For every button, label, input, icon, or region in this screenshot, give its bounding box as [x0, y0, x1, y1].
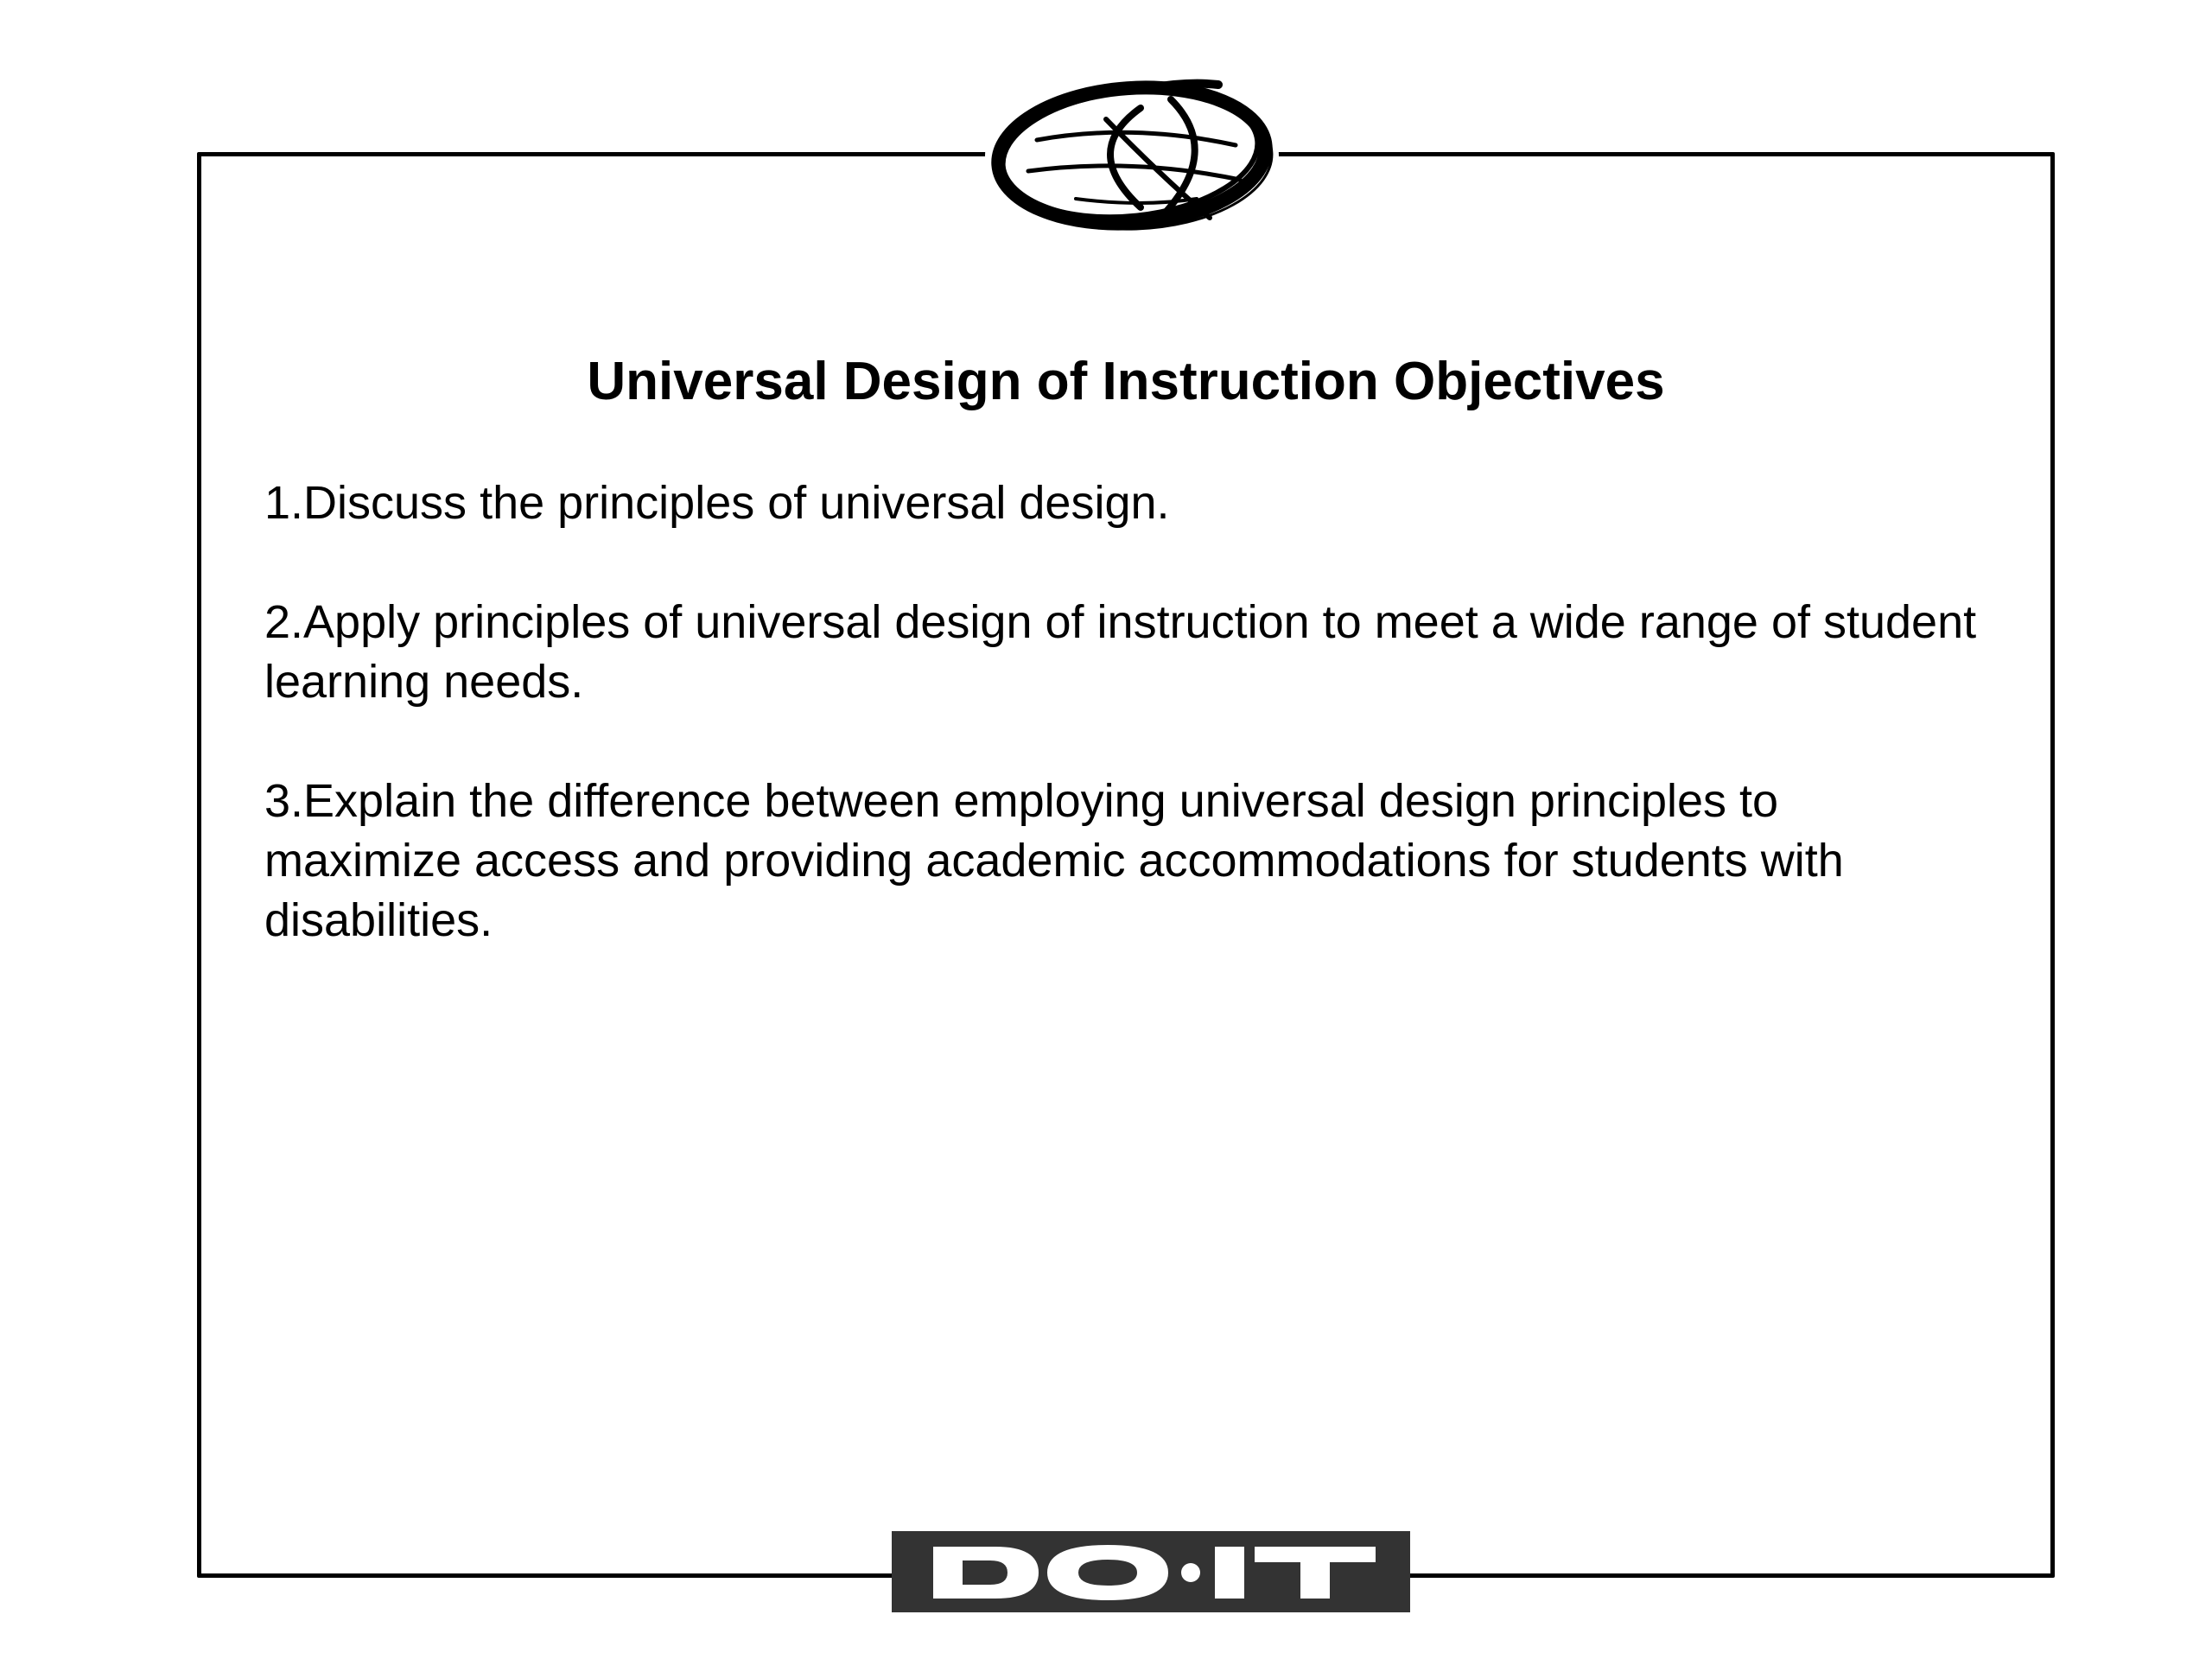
doit-logo-icon: [892, 1531, 1410, 1612]
globe-logo-icon: [976, 69, 1287, 242]
objective-item-2: 2.Apply principles of universal design of instruction to meet a wide range of student learning needs.: [264, 596, 1977, 708]
objective-item-1: 1.Discuss the principles of universal design.: [264, 477, 1170, 529]
objective-item-3: 3.Explain the difference between employing universal design principles to maximize access and providing academic accommodations for students with disabilities.: [264, 775, 1844, 946]
slide-title: Universal Design of Instruction Objectives: [587, 352, 1665, 411]
objectives-list: [264, 474, 1984, 1010]
